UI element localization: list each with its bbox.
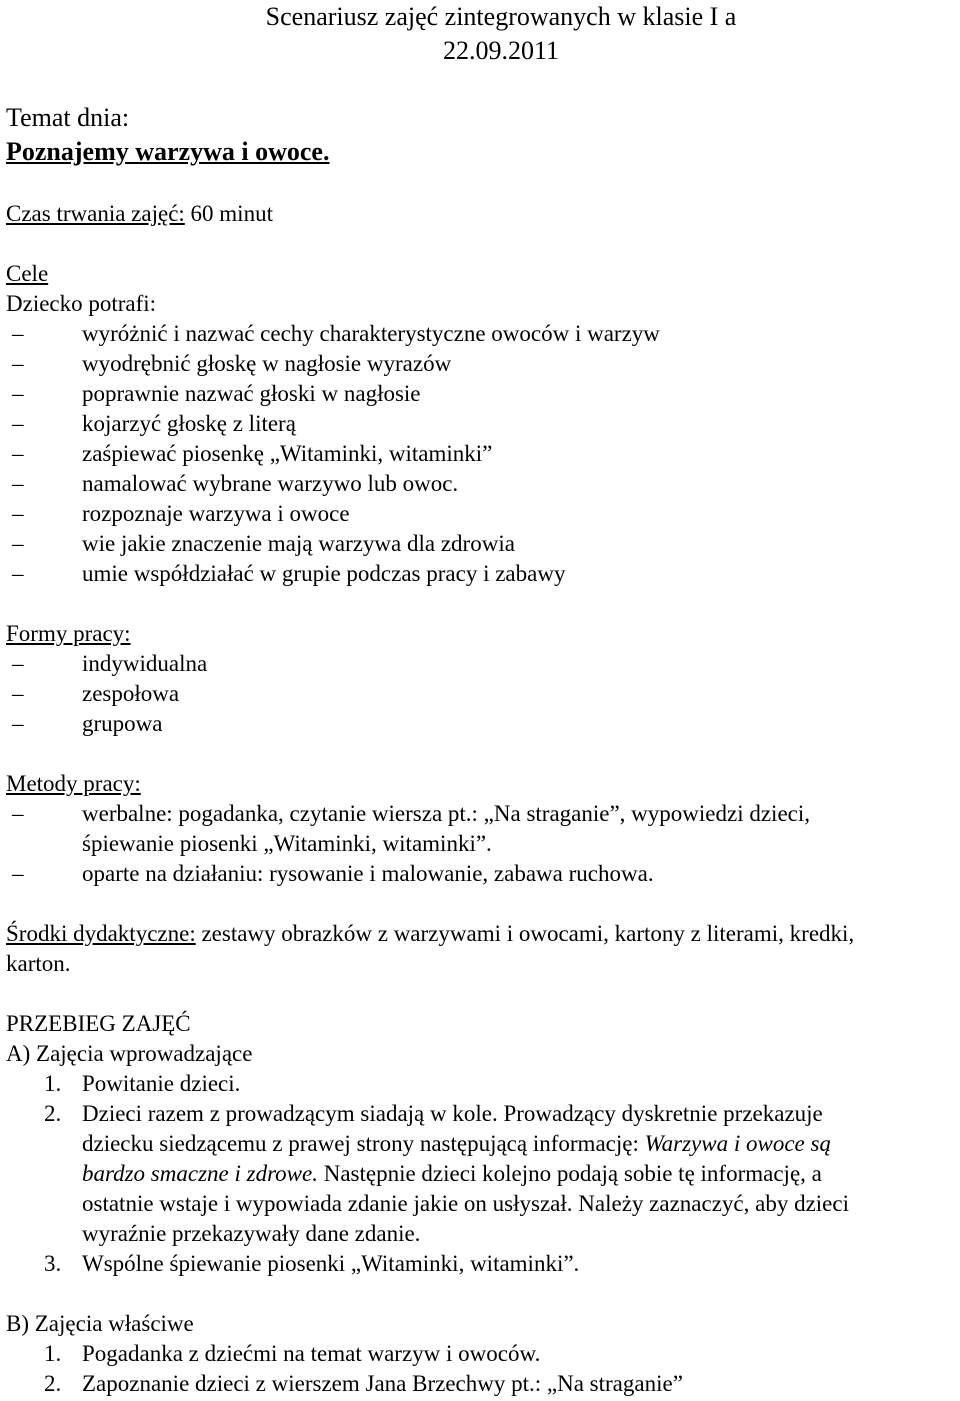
number-marker: 2. — [44, 1371, 62, 1396]
dash-marker: – — [12, 471, 24, 496]
step-text: Powitanie dzieci. — [82, 1071, 241, 1096]
dash-marker: – — [12, 801, 24, 826]
method-practical: oparte na działaniu: rysowanie i malowanie, zabawa ruchowa. — [82, 861, 654, 886]
list-item-text: namalować wybrane warzywo lub owoc. — [82, 471, 459, 496]
list-item — [6, 499, 956, 529]
goals-list — [6, 319, 956, 589]
list-item-text: kojarzyć głoskę z literą — [82, 411, 296, 436]
duration-label: Czas trwania zajęć: — [6, 201, 185, 226]
list-item — [6, 799, 956, 859]
list-item — [6, 649, 956, 679]
list-item-text: wie jakie znaczenie mają warzywa dla zdrowia — [82, 531, 515, 556]
list-item-text: wyodrębnić głoskę w nagłosie wyrazów — [82, 351, 452, 376]
title-date: 22.09.2011 — [442, 36, 560, 65]
list-item — [6, 559, 956, 589]
step-text: Wspólne śpiewanie piosenki „Witaminki, witaminki”. — [82, 1251, 580, 1276]
goals-subheading: Dziecko potrafi: — [6, 291, 157, 316]
list-item — [6, 469, 956, 499]
forms-section — [6, 619, 956, 739]
list-item-text: zespołowa — [82, 681, 180, 706]
list-item-text: indywidualna — [82, 651, 208, 676]
list-item-text: wyróżnić i nazwać cechy charakterystyczne owoców i warzyw — [82, 321, 660, 346]
materials-line-1 — [6, 919, 956, 949]
method-verbal-line-2: śpiewanie piosenki „Witaminki, witaminki”. — [82, 831, 492, 856]
part-b-heading: B) Zajęcia właściwe — [6, 1311, 194, 1336]
list-item-text: umie współdziałać w grupie podczas pracy i zabawy — [82, 561, 566, 586]
materials-section — [6, 919, 956, 979]
dash-marker: – — [12, 531, 24, 556]
step-text — [82, 1129, 956, 1159]
list-item — [6, 1339, 956, 1369]
title-line-1: Scenariusz zajęć zintegrowanych w klasie I a — [265, 2, 737, 31]
list-item-text: rozpoznaje warzywa i owoce — [82, 501, 350, 526]
forms-list — [6, 649, 956, 739]
list-item-text: grupowa — [82, 711, 163, 736]
list-item — [6, 679, 956, 709]
dash-marker: – — [12, 681, 24, 706]
duration-value: 60 minut — [184, 201, 273, 226]
list-item — [6, 1369, 956, 1399]
topic-label: Temat dnia: — [6, 103, 130, 132]
methods-section — [6, 769, 956, 889]
number-marker: 1. — [44, 1071, 62, 1096]
step-text-part: Następnie dzieci kolejno podają sobie tę informację, a — [317, 1161, 822, 1186]
step-text-italic: Warzywa i owoce są — [644, 1131, 831, 1156]
part-a-list — [6, 1069, 956, 1279]
duration-line — [6, 199, 956, 229]
list-item — [6, 1069, 956, 1099]
part-a-heading: A) Zajęcia wprowadzające — [6, 1041, 253, 1066]
step-text: Pogadanka z dziećmi na temat warzyw i owoców. — [82, 1341, 541, 1366]
list-item — [6, 379, 956, 409]
dash-marker: – — [12, 381, 24, 406]
list-item — [6, 1249, 956, 1279]
step-text: ostatnie wstaje i wypowiada zdanie jakie on usłyszał. Należy zaznaczyć, aby dzieci — [82, 1191, 849, 1216]
list-item — [6, 319, 956, 349]
materials-label: Środki dydaktyczne: — [6, 921, 196, 946]
step-text: Dzieci razem z prowadzącym siadają w kole. Prowadzący dyskretnie przekazuje — [82, 1101, 823, 1126]
step-text — [82, 1159, 956, 1189]
step-text: Zapoznanie dzieci z wierszem Jana Brzechwy pt.: „Na straganie” — [82, 1371, 683, 1396]
step-text: wyraźnie przekazywały dane zdanie. — [82, 1221, 421, 1246]
dash-marker: – — [12, 561, 24, 586]
dash-marker: – — [12, 441, 24, 466]
list-item-text: zaśpiewać piosenkę „Witaminki, witaminki” — [82, 441, 493, 466]
list-item — [6, 859, 956, 889]
topic-section — [6, 101, 956, 169]
methods-list — [6, 799, 956, 889]
step-text-part: dziecku siedzącemu z prawej strony następującą informację: — [82, 1131, 645, 1156]
topic-title: Poznajemy warzywa i owoce. — [6, 137, 330, 166]
course-heading: PRZEBIEG ZAJĘĆ — [6, 1011, 191, 1036]
list-item — [6, 439, 956, 469]
step-text-italic: bardzo smaczne i zdrowe. — [82, 1161, 318, 1186]
method-verbal-line-1: werbalne: pogadanka, czytanie wiersza pt.: „Na straganie”, wypowiedzi dzieci, — [82, 801, 811, 826]
part-b-list — [6, 1339, 956, 1399]
dash-marker: – — [12, 321, 24, 346]
dash-marker: – — [12, 351, 24, 376]
goals-heading: Cele — [6, 261, 49, 286]
goals-section — [6, 259, 956, 589]
dash-marker: – — [12, 501, 24, 526]
materials-text: zestawy obrazków z warzywami i owocami, kartony z literami, kredki, — [195, 921, 855, 946]
dash-marker: – — [12, 861, 24, 886]
materials-line-2: karton. — [6, 951, 71, 976]
course-section — [6, 1009, 956, 1399]
forms-heading: Formy pracy: — [6, 621, 131, 646]
methods-heading: Metody pracy: — [6, 771, 141, 796]
document-page — [6, 0, 956, 1399]
number-marker: 1. — [44, 1341, 62, 1366]
list-item — [6, 1099, 956, 1249]
list-item — [6, 709, 956, 739]
list-item-text: poprawnie nazwać głoski w nagłosie — [82, 381, 421, 406]
dash-marker: – — [12, 411, 24, 436]
dash-marker: – — [12, 651, 24, 676]
list-item — [6, 529, 956, 559]
document-title — [6, 0, 956, 68]
number-marker: 2. — [44, 1101, 62, 1126]
dash-marker: – — [12, 711, 24, 736]
number-marker: 3. — [44, 1251, 62, 1276]
list-item — [6, 409, 956, 439]
list-item — [6, 349, 956, 379]
